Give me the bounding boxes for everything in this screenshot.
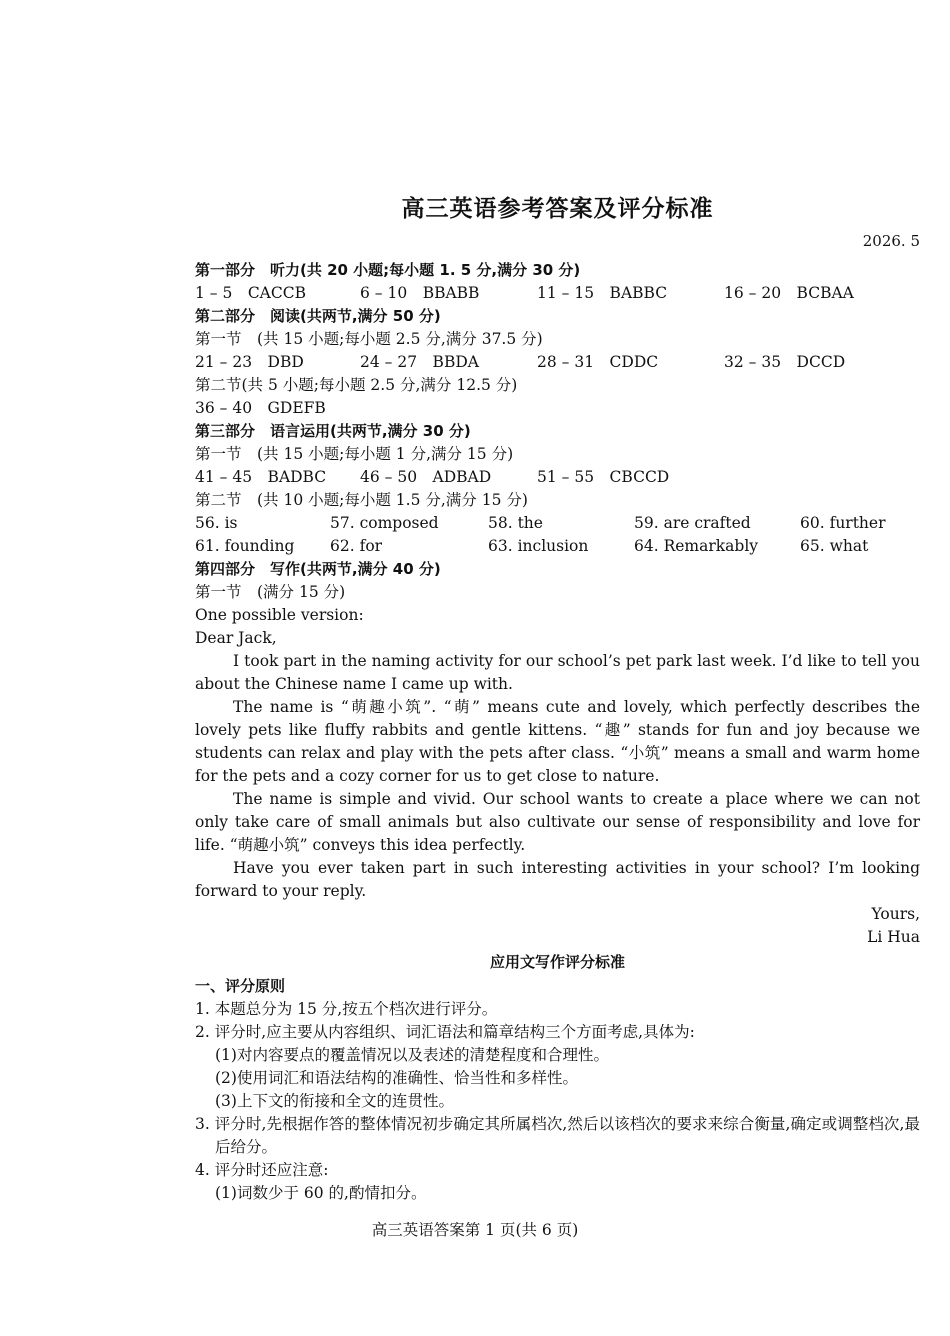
answer-group: 36 – 40 GDEFB <box>195 399 326 417</box>
page-footer: 高三英语答案第 1 页(共 6 页) <box>371 1221 579 1239</box>
answer-item: 58. the <box>488 514 543 532</box>
criteria-item: 3. 评分时,先根据作答的整体情况初步确定其所属档次,然后以该档次的要求来综合衡量,确定或调整档次,最后给分。 <box>195 1115 920 1156</box>
document-body <box>195 259 920 1205</box>
criteria-item: 1. 本题总分为 15 分,按五个档次进行评分。 <box>195 1000 498 1018</box>
criteria-title: 应用文写作评分标准 <box>489 953 625 971</box>
answer-group: 28 – 31 CDDC <box>537 353 659 371</box>
part2-section1-heading: 第一节 (共 15 小题;每小题 2.5 分,满分 37.5 分) <box>195 330 543 348</box>
answer-group: 11 – 15 BABBC <box>537 284 668 302</box>
answer-group: 32 – 35 DCCD <box>724 353 846 371</box>
part3-section1-answer-row <box>195 466 920 489</box>
answer-item: 56. is <box>195 514 238 532</box>
letter-paragraph: The name is “萌趣小筑”. “萌” means cute and lovely, which perfectly describes the lovely pets like fluffy rabbits and gentle kittens. “趣” stands for fun and joy because we students can relax and play with the pets after class. “小筑” means a small and warm home for the pets and a cozy corner for us to get close to nature. <box>195 698 920 785</box>
answer-item: 59. are crafted <box>634 514 751 532</box>
letter-signature: Li Hua <box>867 928 920 946</box>
letter-paragraph: The name is simple and vivid. Our school wants to create a place where we can not only take care of small animals but also cultivate our sense of responsibility and love for life. “萌趣小筑” conveys this idea perfectly. <box>195 790 920 854</box>
part1-heading: 第一部分 听力(共 20 小题;每小题 1. 5 分,满分 30 分) <box>195 261 581 279</box>
criteria-subitem: (1)词数少于 60 的,酌情扣分。 <box>215 1184 427 1202</box>
page-title: 高三英语参考答案及评分标准 <box>401 196 714 222</box>
part1-answer-row <box>195 282 920 305</box>
answer-item: 60. further <box>800 514 886 532</box>
answer-item: 64. Remarkably <box>634 537 759 555</box>
exam-date: 2026. 5 <box>862 232 920 250</box>
criteria-item: 4. 评分时还应注意: <box>195 1161 329 1179</box>
letter-paragraph: I took part in the naming activity for our school’s pet park last week. I’d like to tell you about the Chinese name I came up with. <box>195 652 920 693</box>
answer-group: 21 – 23 DBD <box>195 353 304 371</box>
letter-salutation: Dear Jack, <box>195 629 277 647</box>
criteria-subitem: (3)上下文的衔接和全文的连贯性。 <box>215 1092 454 1110</box>
part3-section2-answer-row <box>195 535 920 558</box>
part2-heading: 第二部分 阅读(共两节,满分 50 分) <box>195 307 441 325</box>
criteria-subitem: (1)对内容要点的覆盖情况以及表述的清楚程度和合理性。 <box>215 1046 609 1064</box>
answer-group: 46 – 50 ADBAD <box>360 468 492 486</box>
part4-section1-heading: 第一节 (满分 15 分) <box>195 583 346 601</box>
part3-heading: 第三部分 语言运用(共两节,满分 30 分) <box>195 422 471 440</box>
part2-section2-answer-row <box>195 397 920 420</box>
letter-paragraph: Have you ever taken part in such interesting activities in your school? I’m looking forward to your reply. <box>195 859 920 900</box>
answer-group: 6 – 10 BBABB <box>360 284 480 302</box>
answer-item: 61. founding <box>195 537 295 555</box>
principles-heading: 一、评分原则 <box>195 977 286 995</box>
part3-section2-heading: 第二节 (共 10 小题;每小题 1.5 分,满分 15 分) <box>195 491 528 509</box>
part3-section2-answer-row <box>195 512 920 535</box>
answer-group: 16 – 20 BCBAA <box>724 284 854 302</box>
answer-item: 62. for <box>330 537 383 555</box>
answer-item: 65. what <box>800 537 869 555</box>
version-label: One possible version: <box>195 606 364 624</box>
answer-item: 57. composed <box>330 514 439 532</box>
part3-section1-heading: 第一节 (共 15 小题;每小题 1 分,满分 15 分) <box>195 445 514 463</box>
answer-group: 1 – 5 CACCB <box>195 284 306 302</box>
answer-group: 51 – 55 CBCCD <box>537 468 670 486</box>
criteria-subitem: (2)使用词汇和语法结构的准确性、恰当性和多样性。 <box>215 1069 578 1087</box>
answer-group: 41 – 45 BADBC <box>195 468 327 486</box>
part2-section1-answer-row <box>195 351 920 374</box>
letter-closing: Yours, <box>871 905 920 923</box>
criteria-item: 2. 评分时,应主要从内容组织、词汇语法和篇章结构三个方面考虑,具体为: <box>195 1023 695 1041</box>
part4-heading: 第四部分 写作(共两节,满分 40 分) <box>195 560 441 578</box>
answer-item: 63. inclusion <box>488 537 589 555</box>
answer-group: 24 – 27 BBDA <box>360 353 479 371</box>
part2-section2-heading: 第二节(共 5 小题;每小题 2.5 分,满分 12.5 分) <box>195 376 518 394</box>
